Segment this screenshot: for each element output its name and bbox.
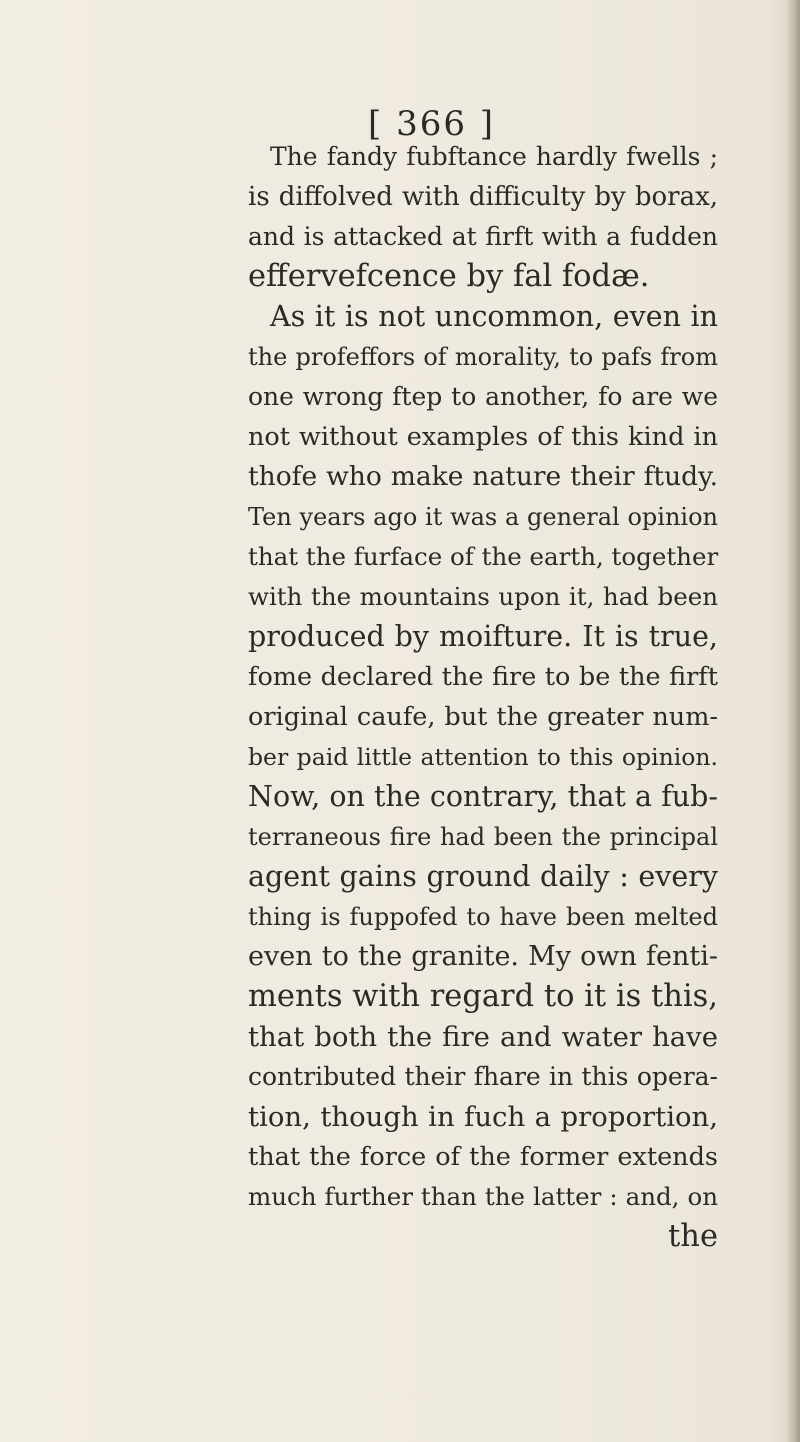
text-line-27: much further than the latter : and, on [248,1182,718,1211]
text-line-15: original caufe, but the greater num- [248,702,718,732]
text-line-2: is diffolved with difficulty by borax, [248,182,718,212]
text-line-18: terraneous fire had been the principal [248,823,718,851]
text-line-16: ber paid little attention to this opinion. [248,743,718,771]
text-line-9: thofe who make nature their ftudy. [248,461,718,492]
text-line-4: effervefcence by fal fodæ. [248,259,650,294]
text-line-17: Now, on the contrary, that a fub- [248,780,718,813]
text-line-8: not without examples of this kind in [248,422,718,452]
page-number: [ 366 ] [368,104,496,144]
text-line-11: that the furface of the earth, together [248,542,719,571]
text-line-1: The fandy fubftance hardly fwells ; [270,142,718,171]
text-line-23: that both the fire and water have [248,1021,718,1053]
catchword: the [668,1219,718,1254]
text-line-22: ments with regard to it is this, [248,979,718,1014]
text-line-21: even to the granite. My own fenti- [248,941,718,972]
text-line-12: with the mountains upon it, had been [248,582,718,611]
text-line-7: one wrong ftep to another, fo are we [248,382,718,411]
text-line-5: As it is not uncommon, even in [270,300,718,333]
text-line-20: thing is fuppofed to have been melted [248,903,718,931]
text-line-13: produced by moifture. It is true, [248,620,718,653]
text-line-19: agent gains ground daily : every [248,860,718,893]
text-line-6: the profeffors of morality, to pafs from [248,343,718,371]
text-line-25: tion, though in fuch a proportion, [248,1101,718,1133]
text-line-24: contributed their fhare in this opera- [248,1062,718,1091]
text-line-14: fome declared the fire to be the firft [248,662,718,692]
page-edge-shadow [786,0,800,1442]
text-line-10: Ten years ago it was a general opinion [248,503,718,531]
text-line-3: and is attacked at firft with a fudden [248,222,718,251]
text-line-26: that the force of the former extends [248,1142,718,1172]
